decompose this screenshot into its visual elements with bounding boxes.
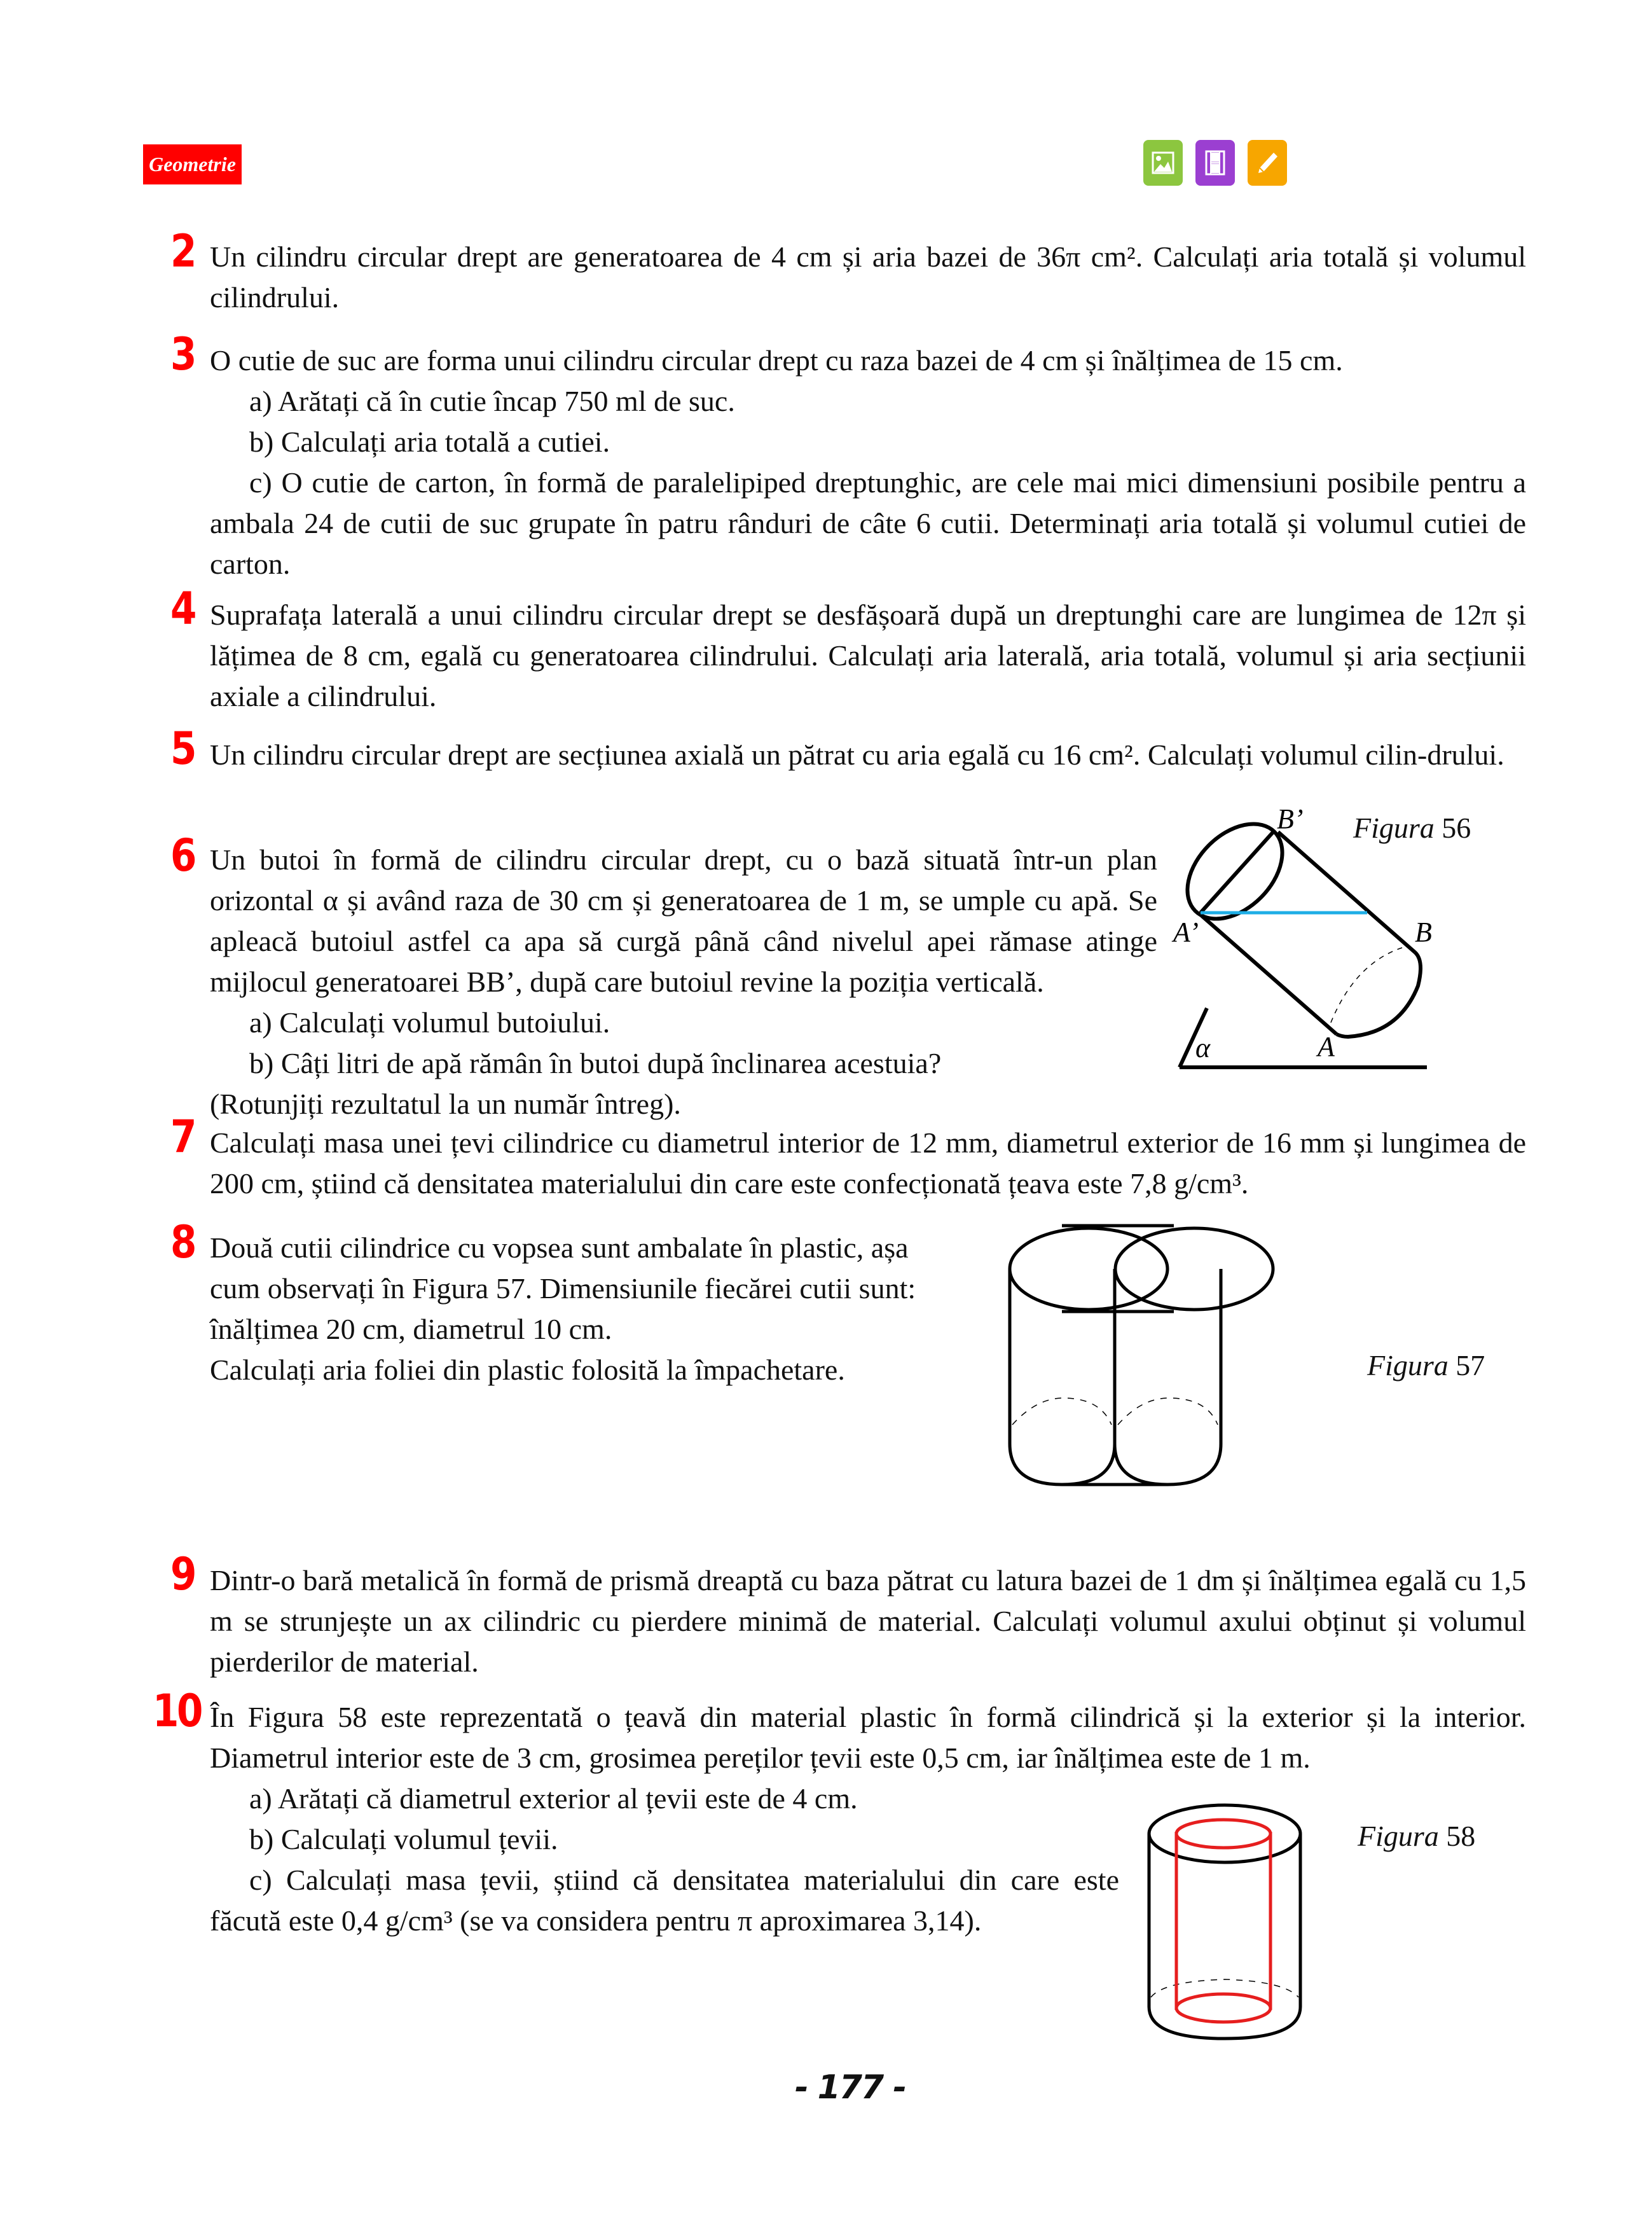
problem-9-text: Dintr-o bară metalică în formă de prismă dreaptă cu baza pătrat cu latura bazei de 1 dm și înălțimea egală cu 1,5 m se strunjește un ax cilindric cu pierdere minimă de material. Calculați volumul axului obținut și volumul pierderilor de material. [210,1564,1526,1678]
problem-number: 2 [170,225,195,277]
problem-3-item-c: c) O cutie de carton, în formă de paralelipiped dreptunghic, are cele mai mici dimensiuni posibile pentru a ambala 24 de cutii de suc grupate în patru rânduri de câte 6 cutii. Determinați aria totală și volumul cutiei de carton. [210,466,1526,580]
fig56-generator-aa [1202,916,1337,1034]
problem-number: 6 [170,829,195,882]
problem-8-line-1: Două cutii cilindrice cu vopsea sunt ambalate în plastic, așa [210,1231,909,1264]
page-number: - 177 - [795,2068,905,2107]
problem-number: 5 [170,723,195,775]
fig57-left-bottom [1010,1444,1115,1485]
fig57-right-top [1115,1228,1273,1310]
fig57-right-hidden [1118,1398,1218,1425]
problem-number: 8 [170,1216,195,1268]
problem-3 [210,340,1526,585]
figure-57-caption [1367,1348,1485,1382]
problem-8-line-2: cum observați în Figura 57. Dimensiunile fiecărei cutii sunt: [210,1272,916,1305]
caption-word: Figura [1367,1349,1449,1382]
film-icon[interactable] [1195,140,1235,186]
caption-number: 58 [1446,1820,1476,1852]
figure-58-caption [1358,1819,1475,1853]
problem-10-item-a: a) Arătați că diametrul exterior al țevii este de 4 cm. [249,1782,858,1815]
fig57-left-hidden [1012,1398,1112,1425]
fig57-right-bottom [1115,1444,1221,1485]
problem-number: 10 [153,1685,202,1737]
fig57-left-top [1010,1228,1167,1310]
problem-number: 4 [170,583,195,635]
fig56-hidden-arc [1330,948,1402,1024]
figure-57 [1005,1208,1361,1501]
caption-number: 56 [1442,812,1471,844]
problem-8-line-3: înălțimea 20 cm, diametrul 10 cm. [210,1313,612,1345]
section-badge: Geometrie [143,144,242,184]
problem-8 [210,1228,1005,1390]
problem-6-item-b: b) Câți litri de apă rămân în butoi după înclinarea acestuia? [249,1047,942,1079]
problem-2-text: Un cilindru circular drept are generatoarea de 4 cm și aria bazei de 36π cm². Calculați aria totală și volumul cilindrului. [210,240,1526,314]
problem-number: 3 [170,328,195,380]
label-b: B [1415,917,1432,948]
problem-8-line-4: Calculați aria foliei din plastic folosită la împachetare. [210,1354,845,1386]
image-icon[interactable] [1143,140,1183,186]
problem-3-intro: O cutie de suc are forma unui cilindru circular drept cu raza bazei de 4 cm și înălțimea de 15 cm. [210,344,1343,377]
fig56-generator-bb [1278,832,1415,952]
problem-number: 9 [170,1548,195,1600]
label-a: A [1318,1031,1335,1062]
problem-6-intro: Un butoi în formă de cilindru circular drept, cu o bază situată într-un plan orizontal α și având raza de 30 cm și generatoarea de 1 m, se umple cu apă. Se apleacă butoiul astfel ca apa să curgă până când nivelul apei rămase atinge mijlocul generatoarei BB’, după care butoiul revine la poziția verticală. [210,843,1157,998]
caption-number: 57 [1456,1349,1485,1382]
fig58-inner-top [1176,1820,1270,1848]
fig56-bottom-base [1337,952,1421,1037]
label-a-prime: A’ [1173,917,1199,948]
problem-7-text: Calculați masa unei țevi cilindrice cu diametrul interior de 12 mm, diametrul exterior de 16 mm și lungimea de 200 cm, știind că densitatea materialului din care este confecționată țeava este 7,8 g/cm³. [210,1126,1526,1200]
problem-3-item-b: b) Calculați aria totală a cutiei. [249,426,610,458]
problem-6 [210,840,1157,1125]
problem-10-intro: În Figura 58 este reprezentată o țeavă din material plastic în formă cilindrică și la exterior și la interior. Diametrul interior este de 3 cm, grosimea pereților țevii este 0,5 cm, iar înălțimea este de 1 m. [210,1701,1526,1774]
fig58-inner-bottom [1176,1994,1270,2022]
caption-word: Figura [1353,812,1435,844]
problem-number: 7 [170,1111,195,1163]
problem-5-text: Un cilindru circular drept are secțiunea axială un pătrat cu aria egală cu 16 cm². Calculați volumul cilin-drului. [210,738,1504,771]
figure-56-caption [1353,811,1471,845]
problem-6-note: (Rotunjiți rezultatul la un număr întreg). [210,1088,681,1120]
problem-6-item-a: a) Calculați volumul butoiului. [249,1006,610,1039]
problem-10-item-c: c) Calculați masa țevii, știind că densitatea materialului din care este făcută este 0,4 g/cm³ (se va considera pentru π aproximarea 3,14). [210,1864,1119,1937]
label-b-prime: B’ [1277,803,1304,834]
fig58-outer-top [1149,1805,1300,1862]
problem-10-item-b: b) Calculați volumul țevii. [249,1823,558,1855]
problem-3-item-a: a) Arătați că în cutie încap 750 ml de suc. [249,385,735,417]
caption-word: Figura [1358,1820,1439,1852]
toolbar-icons [1143,140,1287,186]
label-alpha: α [1195,1032,1211,1063]
pencil-icon[interactable] [1248,140,1287,186]
problem-4-text: Suprafața laterală a unui cilindru circular drept se desfășoară după un dreptunghi care are lungimea de 12π și lățimea de 8 cm, egală cu generatoarea cilindrului. Calculați aria laterală, aria totală, volumul și aria secțiunii axiale a cilindrului. [210,599,1526,712]
